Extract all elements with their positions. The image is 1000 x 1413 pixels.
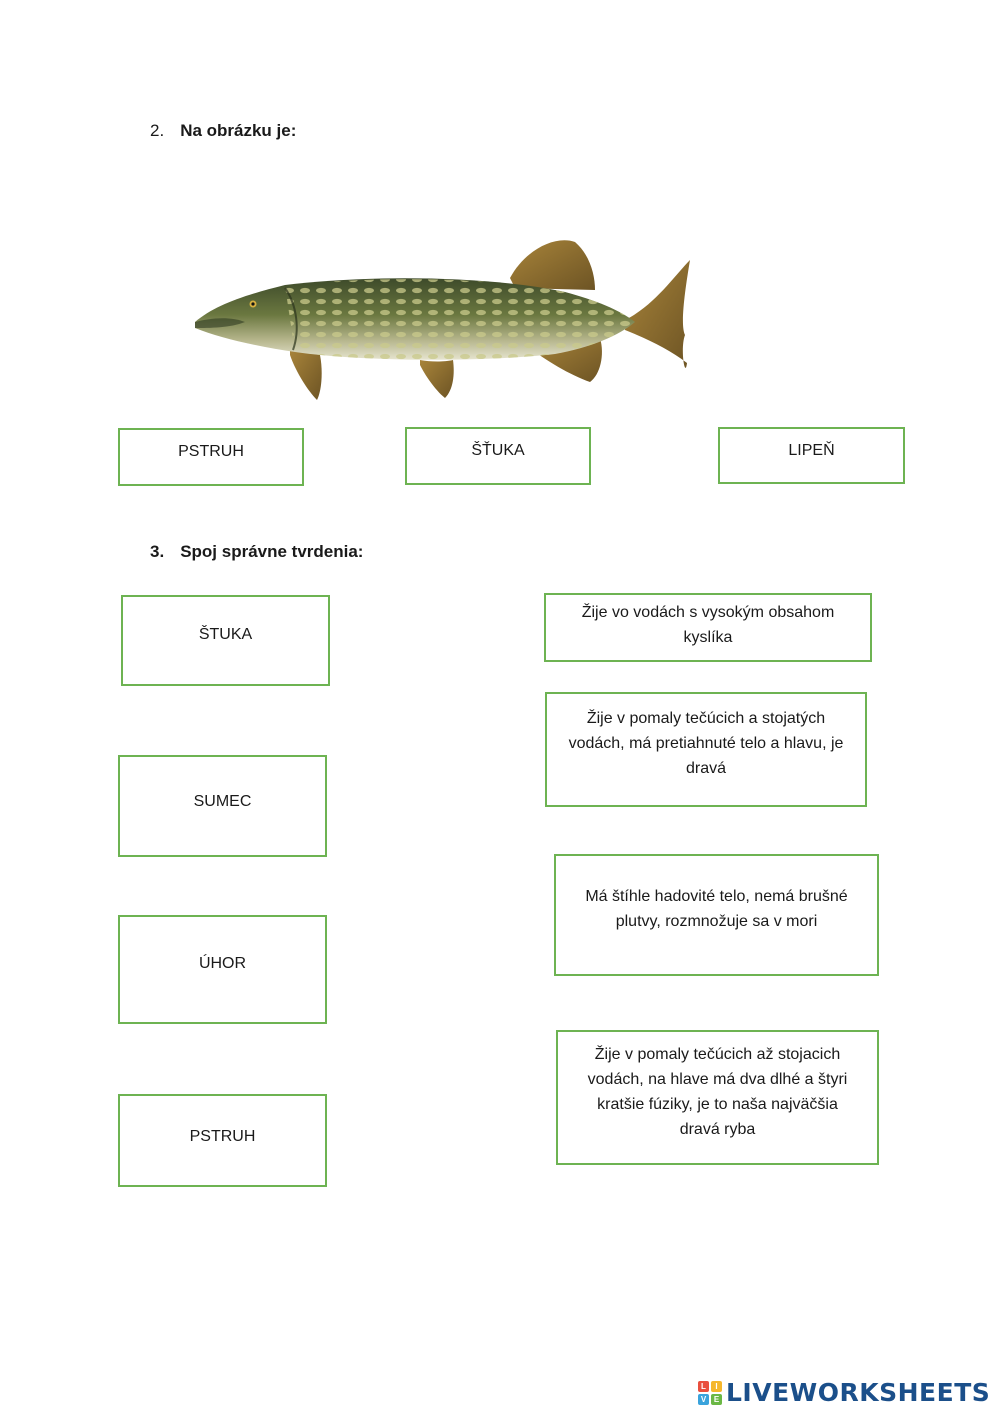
option-lipen[interactable] (718, 427, 905, 484)
match-right-1[interactable] (544, 593, 872, 662)
pectoral-fin (290, 350, 322, 400)
logo-block: L (698, 1381, 709, 1392)
logo-text: LIVEWORKSHEETS (726, 1378, 991, 1407)
question-3-text: Spoj správne tvrdenia: (180, 542, 364, 561)
dorsal-fin (510, 240, 595, 290)
option-pstruh[interactable] (118, 428, 304, 486)
match-right-text: Má štíhle hadovité telo, nemá brušné plutvy, rozmnožuje sa v mori (585, 888, 848, 930)
logo-block: V (698, 1394, 709, 1405)
tail-fin (625, 260, 690, 368)
match-right-text: Žije vo vodách s vysokým obsahom kyslíka (581, 604, 835, 646)
fish-body (195, 278, 635, 360)
match-right-text: Žije v pomaly tečúcich a stojatých vodách, má pretiahnuté telo a hlavu, je dravá (568, 710, 844, 777)
match-left-label: ÚHOR (198, 955, 247, 972)
question-3-number: 3. (150, 542, 165, 561)
logo-block: E (711, 1394, 722, 1405)
option-label: LIPEŇ (788, 442, 835, 459)
liveworksheets-logo (698, 1378, 990, 1407)
match-right-text: Žije v pomaly tečúcich až stojacich vodách, na hlave má dva dlhé a štyri kratšie fúziky, je to naša najväčšia dravá ryba (587, 1046, 848, 1138)
match-left-sumec[interactable] (118, 755, 327, 857)
match-left-uhor[interactable] (118, 915, 327, 1024)
logo-block: I (711, 1381, 722, 1392)
match-left-label: PSTRUH (189, 1128, 256, 1145)
match-left-stuka[interactable] (121, 595, 330, 686)
question-2-text: Na obrázku je: (180, 121, 297, 140)
match-right-4[interactable] (556, 1030, 879, 1165)
option-label: ŠŤUKA (471, 442, 525, 459)
question-2-number: 2. (150, 121, 165, 140)
match-left-pstruh[interactable] (118, 1094, 327, 1187)
pike-fish-image (185, 230, 705, 410)
question-3-title (150, 542, 363, 562)
match-right-2[interactable] (545, 692, 867, 807)
question-2-title (150, 121, 296, 141)
match-left-label: SUMEC (193, 793, 252, 810)
pelvic-fin (420, 360, 454, 398)
match-right-3[interactable] (554, 854, 879, 976)
logo-blocks-icon (698, 1381, 722, 1405)
option-label: PSTRUH (178, 443, 244, 460)
match-left-label: ŠTUKA (198, 626, 253, 643)
option-stuka[interactable] (405, 427, 591, 485)
